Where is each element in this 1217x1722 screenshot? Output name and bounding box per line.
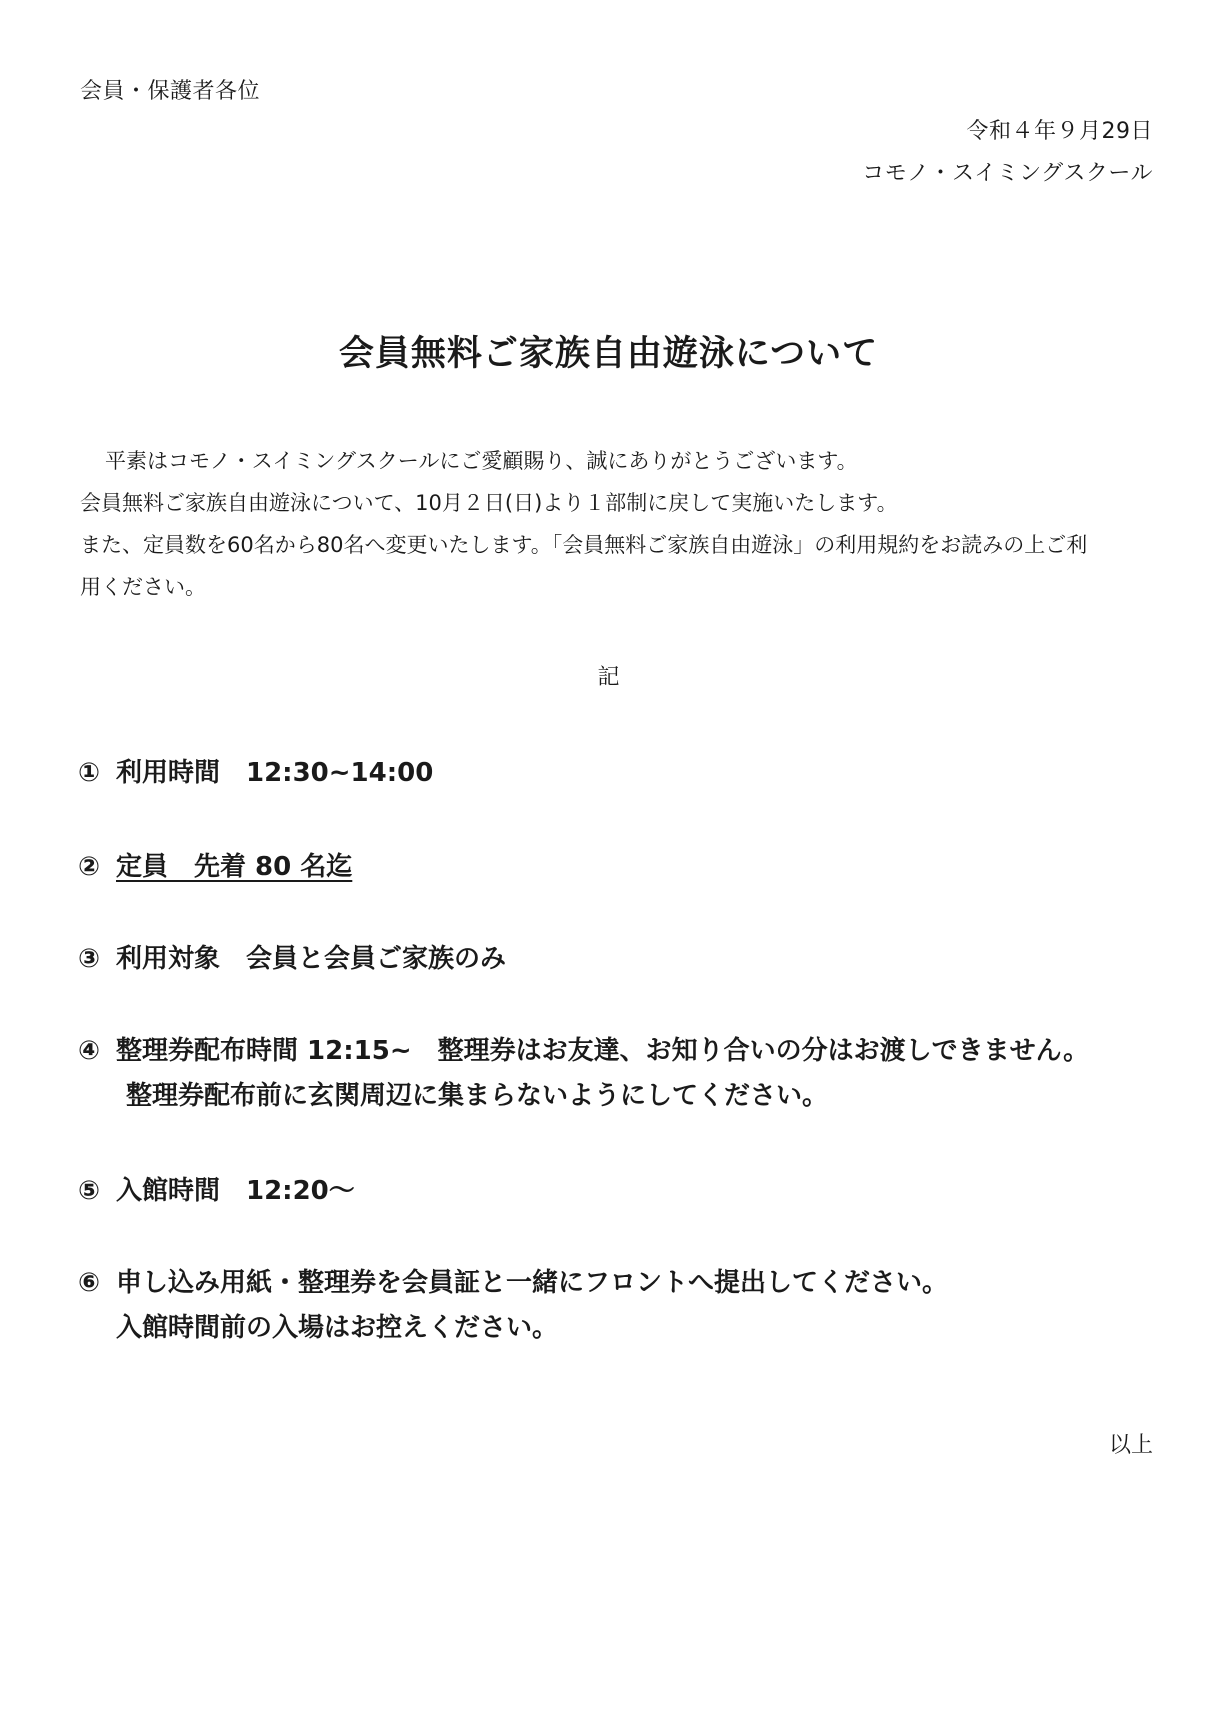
item-subtext: 入館時間前の入場はお控えください。 [116,1313,559,1343]
item-text: 定員 先着 80 名迄 [116,852,353,882]
item-number: ① [78,758,101,788]
list-item [78,752,433,789]
item-text: 利用時間 12:30~14:00 [116,758,434,788]
ki-heading: 記 [597,665,620,690]
sender-name: コモノ・スイミングスクール [862,161,1153,186]
item-number: ⑥ [78,1268,101,1298]
item-text: 入館時間 12:20～ [116,1176,355,1206]
list-item [78,846,352,883]
body-line: 平素はコモノ・スイミングスクールにご愛顧賜り、誠にありがとうございます。 [105,449,858,473]
list-item [78,1030,1089,1112]
body-text [80,440,1160,608]
addressee: 会員・保護者各位 [80,79,261,104]
item-number: ② [78,852,101,882]
body-line: 会員無料ご家族自由遊泳について、10月２日(日)より１部制に戻して実施いたします。 [80,491,898,515]
closing-mark: 以上 [1108,1433,1153,1458]
item-number: ③ [78,944,101,974]
item-text: 申し込み用紙・整理券を会員証と一緒にフロントへ提出してください。 [116,1268,949,1298]
list-item [78,1170,355,1207]
item-number: ⑤ [78,1176,101,1206]
document-title: 会員無料ご家族自由遊泳について [338,334,879,374]
item-text: 整理券配布時間 12:15~ 整理券はお友達、お知り合いの分はお渡しできません。 [116,1036,1090,1066]
document-date: 令和４年９月29日 [966,119,1153,144]
list-item [78,938,506,975]
item-number: ④ [78,1036,101,1066]
body-line: また、定員数を60名から80名へ変更いたします。「会員無料ご家族自由遊泳」の利用規約をお読みの上ご利 [80,533,1088,557]
item-subtext: 整理券配布前に玄関周辺に集まらないようにしてください。 [126,1081,829,1111]
list-item [78,1262,948,1344]
item-text: 利用対象 会員と会員ご家族のみ [116,944,507,974]
body-line: 用ください。 [80,575,206,599]
